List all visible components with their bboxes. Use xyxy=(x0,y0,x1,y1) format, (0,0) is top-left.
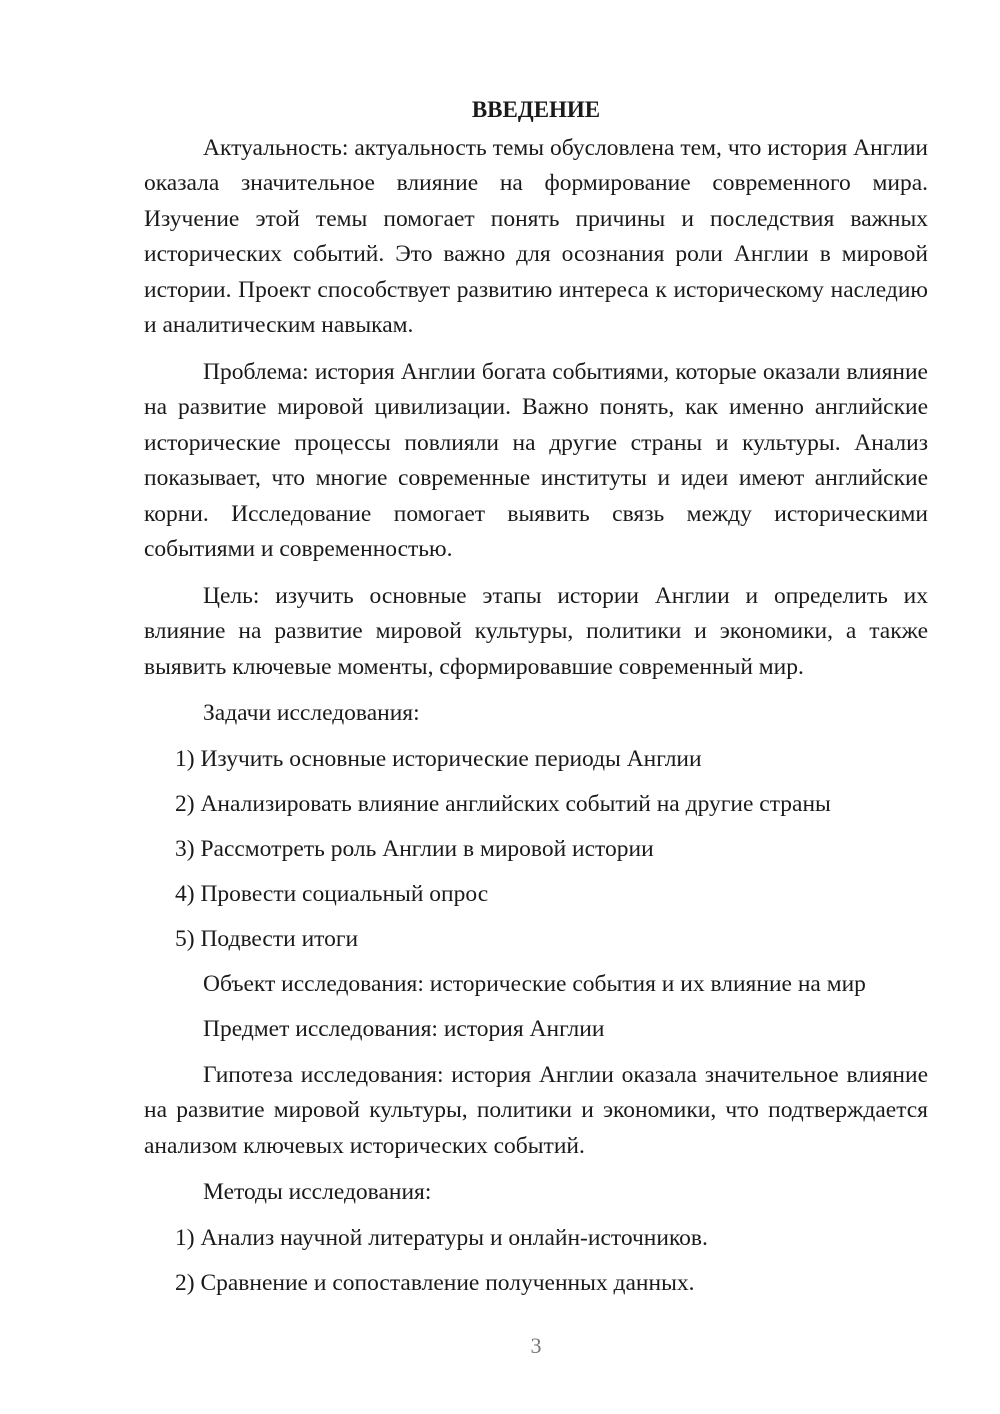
hypothesis-paragraph: Гипотеза исследования: история Англии оказала значительное влияние на развитие мировой культуры, политики и экономики, что подтверждается анализом ключевых исторических событий. xyxy=(144,1061,928,1159)
page-content xyxy=(144,92,928,1311)
task-item: 3) Рассмотреть роль Англии в мировой истории xyxy=(175,835,654,862)
task-item: 2) Анализировать влияние английских событий на другие страны xyxy=(175,790,831,817)
tasks-heading: Задачи исследования: xyxy=(203,700,420,726)
page-number: 3 xyxy=(530,1333,542,1358)
research-object: Объект исследования: исторические события и их влияние на мир xyxy=(203,970,866,997)
task-item: 4) Провести социальный опрос xyxy=(175,880,489,907)
goal-paragraph: Цель: изучить основные этапы истории Англии и определить их влияние на развитие мировой культуры, политики и экономики, а также выявить ключевые моменты, сформировавшие современный мир. xyxy=(144,582,928,680)
section-heading: ВВЕДЕНИЕ xyxy=(471,97,601,122)
method-item: 2) Сравнение и сопоставление полученных данных. xyxy=(175,1270,695,1297)
relevance-paragraph: Актуальность: актуальность темы обусловлена тем, что история Англии оказала значительное влияние на формирование современного мира. Изучение этой темы помогает понять причины и последствия важных исторических событий. Это важно для осознания роли Англии в мировой истории. Проект способствует развитию интереса к историческому наследию и аналитическим навыкам. xyxy=(144,134,928,338)
task-item: 5) Подвести итоги xyxy=(175,925,359,952)
research-subject: Предмет исследования: история Англии xyxy=(203,1016,605,1043)
methods-heading: Методы исследования: xyxy=(203,1179,432,1206)
problem-paragraph: Проблема: история Англии богата событиями, которые оказали влияние на развитие мировой цивилизации. Важно понять, как именно английские исторические процессы повлияли на другие страны и культуры. Анализ показывает, что многие современные институты и идеи имеют английские корни. Исследование помогает выявить связь между историческими событиями и современностью. xyxy=(144,358,928,562)
method-item: 1) Анализ научной литературы и онлайн-источников. xyxy=(175,1224,708,1251)
task-item: 1) Изучить основные исторические периоды Англии xyxy=(175,745,702,772)
